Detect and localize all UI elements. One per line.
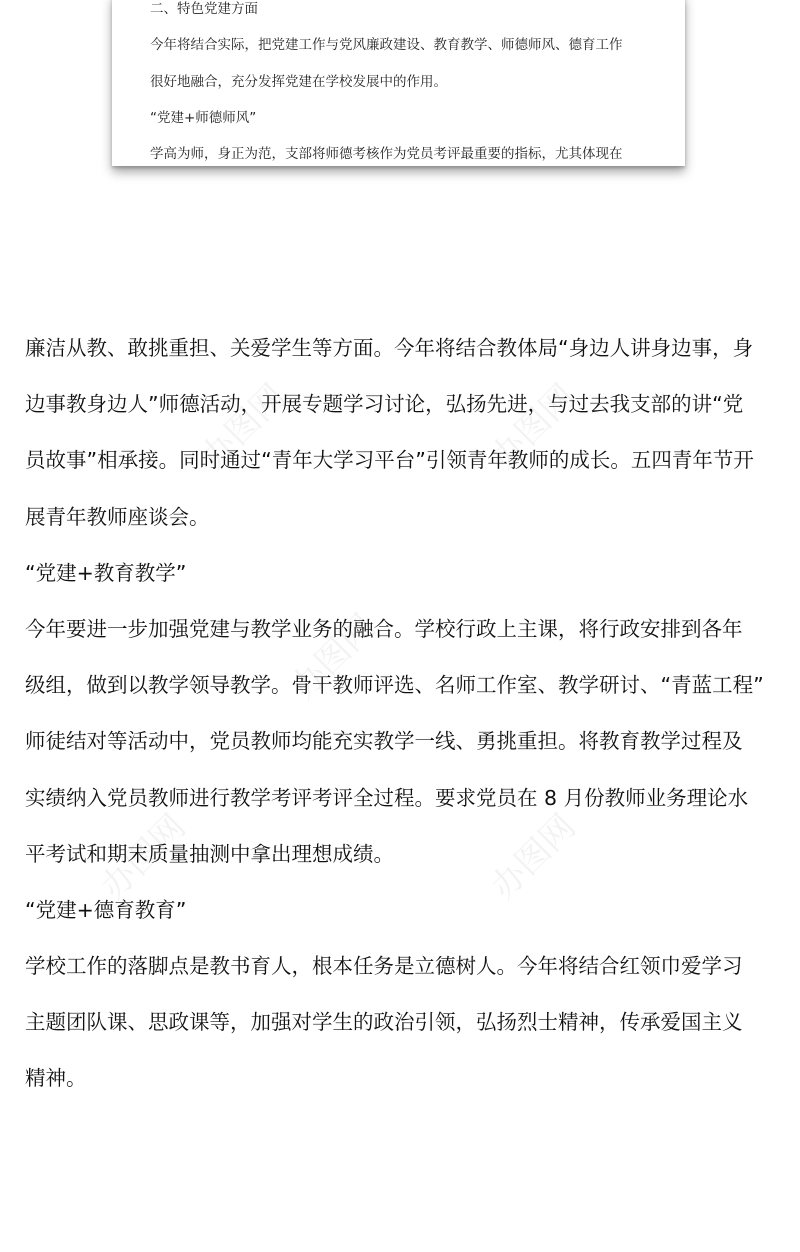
subheading: “党建+教育教学” (25, 560, 187, 585)
paragraph-line: 师徒结对等活动中，党员教师均能充实教学一线、勇挑重担。将教育教学过程及 (25, 729, 743, 754)
paragraph-line: 边事教身边人”师德活动，开展专题学习讨论，弘扬先进，与过去我支部的讲“党 (25, 392, 744, 417)
paragraph-line: 廉洁从教、敢挑重担、关爱学生等方面。今年将结合教体局“身边人讲身边事，身 (25, 336, 754, 360)
watermark: 办图网 (483, 376, 584, 478)
paragraph-line: 主题团队课、思政课等，加强对学生的政治引领，弘扬烈士精神，传承爱国主义 (25, 1010, 743, 1035)
paragraph-line: 展青年教师座谈会。 (25, 504, 210, 529)
paragraph-line: 学校工作的落脚点是教书育人，根本任务是立德树人。今年将结合红领巾爱学习 (25, 954, 743, 979)
paragraph-line: 今年将结合实际，把党建工作与党风廉政建设、教育教学、师德师风、德育工作 (150, 37, 623, 53)
document-body (25, 320, 785, 1107)
watermark: 办图网 (283, 606, 384, 708)
watermark: 办图网 (93, 806, 194, 908)
paragraph-line: 员故事”相承接。同时通过“青年大学习平台”引领青年教师的成长。五四青年节开 (25, 448, 754, 473)
paragraph-line: 学高为师，身正为范，支部将师德考核作为党员考评最重要的指标，尤其体现在 (150, 146, 623, 162)
paragraph-line: 实绩纳入党员教师进行教学考评考评全过程。要求党员在 8 月份教师业务理论水 (25, 785, 749, 810)
paragraph-line: 今年要进一步加强党建与教学业务的融合。学校行政上主课，将行政安排到各年 (25, 616, 743, 641)
subheading: “党建+师德师风” (150, 110, 257, 126)
paragraph-line: 精神。 (25, 1066, 87, 1091)
paragraph-line: 级组，做到以教学领导教学。骨干教师评选、名师工作室、教学研讨、“青蓝工程” (25, 673, 764, 698)
watermark: 办图网 (193, 376, 294, 478)
document-preview-card (112, 0, 685, 166)
paragraph-line: 平考试和期末质量抽测中拿出理想成绩。 (25, 841, 394, 866)
watermark: 办图网 (483, 806, 584, 908)
paragraph-line: 很好地融合，充分发挥党建在学校发展中的作用。 (150, 74, 447, 90)
section-heading: 二、特色党建方面 (150, 1, 258, 17)
subheading: “党建+德育教育” (25, 897, 187, 922)
